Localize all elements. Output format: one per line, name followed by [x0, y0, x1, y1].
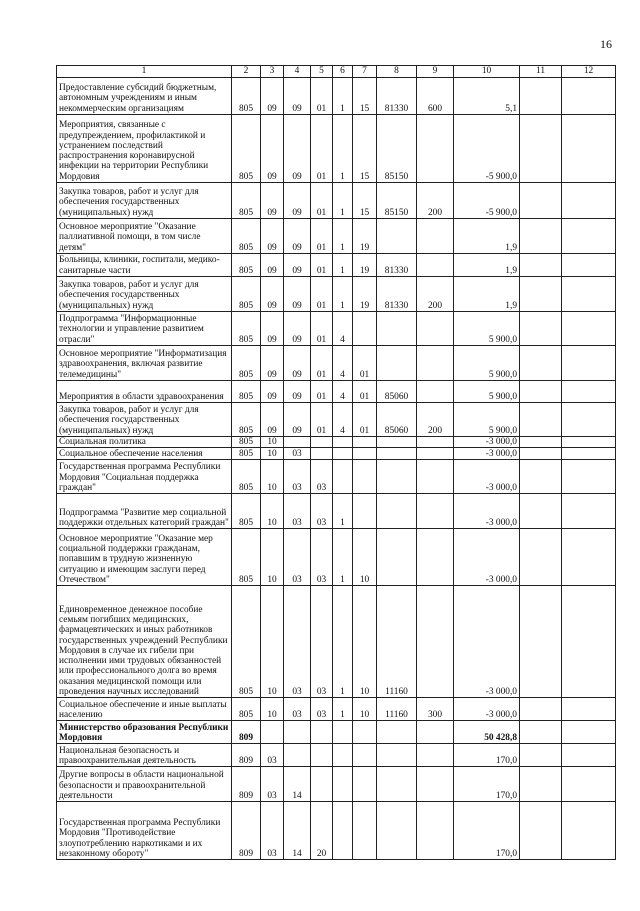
row-code-c8: 11160 — [377, 698, 417, 721]
row-amount: 1,9 — [454, 277, 520, 312]
row-code-c2: 805 — [232, 254, 261, 277]
empty-cell-11 — [520, 78, 562, 115]
empty-cell-11 — [520, 802, 562, 860]
row-code-c7 — [353, 767, 377, 802]
row-code-c2: 805 — [232, 460, 261, 494]
row-amount: -5 900,0 — [454, 183, 520, 219]
row-code-c2: 805 — [232, 78, 261, 115]
row-code-c6: 1 — [333, 115, 353, 183]
row-code-c4: 14 — [284, 802, 311, 860]
row-code-c3: 10 — [261, 698, 284, 721]
row-amount: -3 000,0 — [454, 448, 520, 460]
column-header-7: 7 — [353, 66, 377, 78]
row-code-c8 — [377, 767, 417, 802]
row-code-c6: 1 — [333, 219, 353, 254]
row-amount: -3 000,0 — [454, 529, 520, 586]
empty-cell-11 — [520, 403, 562, 437]
row-code-c9 — [417, 586, 454, 698]
empty-cell-11 — [520, 744, 562, 767]
column-header-1: 1 — [57, 66, 232, 78]
row-code-c4 — [284, 721, 311, 744]
row-code-c8: 11160 — [377, 586, 417, 698]
row-code-c7: 01 — [353, 346, 377, 381]
row-code-c6 — [333, 721, 353, 744]
row-code-c5 — [311, 744, 333, 767]
row-name: Больницы, клиники, госпитали, медико-санитарные части — [57, 254, 232, 277]
table-row — [57, 312, 616, 346]
empty-cell-11 — [520, 448, 562, 460]
row-code-c4: 14 — [284, 767, 311, 802]
row-code-c3: 09 — [261, 219, 284, 254]
row-code-c9 — [417, 744, 454, 767]
row-name: Основное мероприятие "Оказание мер социальной поддержки гражданам, попавшим в трудную жизненную ситуацию и имеющим заслуги перед Отечеством" — [57, 529, 232, 586]
empty-cell-12 — [562, 78, 616, 115]
row-code-c2: 809 — [232, 744, 261, 767]
row-code-c7 — [353, 448, 377, 460]
row-code-c7: 10 — [353, 586, 377, 698]
row-code-c5 — [311, 448, 333, 460]
row-code-c5: 03 — [311, 586, 333, 698]
row-name: Государственная программа Республики Мордовия "Противодействие злоупотреблению наркотиками и их незаконному обороту" — [57, 802, 232, 860]
row-code-c2: 805 — [232, 494, 261, 529]
row-code-c4: 03 — [284, 529, 311, 586]
row-code-c8 — [377, 494, 417, 529]
row-code-c5: 01 — [311, 78, 333, 115]
table-row — [57, 586, 616, 698]
row-code-c6: 1 — [333, 254, 353, 277]
row-code-c9 — [417, 494, 454, 529]
empty-cell-11 — [520, 460, 562, 494]
row-code-c5 — [311, 721, 333, 744]
row-name: Закупка товаров, работ и услуг для обеспечения государственных (муниципальных) нужд — [57, 403, 232, 437]
row-code-c9 — [417, 219, 454, 254]
row-code-c2: 805 — [232, 312, 261, 346]
row-code-c9: 200 — [417, 403, 454, 437]
row-code-c5: 03 — [311, 494, 333, 529]
empty-cell-11 — [520, 698, 562, 721]
row-code-c9 — [417, 254, 454, 277]
row-code-c2: 805 — [232, 448, 261, 460]
row-code-c9 — [417, 437, 454, 448]
empty-cell-11 — [520, 721, 562, 744]
row-code-c6 — [333, 767, 353, 802]
row-code-c6: 4 — [333, 346, 353, 381]
row-amount: -3 000,0 — [454, 460, 520, 494]
empty-cell-12 — [562, 448, 616, 460]
row-code-c3: 09 — [261, 346, 284, 381]
row-code-c2: 805 — [232, 586, 261, 698]
row-code-c7 — [353, 721, 377, 744]
row-code-c7: 01 — [353, 381, 377, 403]
row-code-c3: 10 — [261, 529, 284, 586]
row-code-c2: 809 — [232, 767, 261, 802]
empty-cell-12 — [562, 460, 616, 494]
empty-cell-12 — [562, 381, 616, 403]
row-code-c3: 09 — [261, 312, 284, 346]
row-code-c8: 85150 — [377, 115, 417, 183]
row-code-c2: 805 — [232, 346, 261, 381]
row-code-c6: 1 — [333, 183, 353, 219]
empty-cell-12 — [562, 494, 616, 529]
row-code-c3: 10 — [261, 448, 284, 460]
row-code-c3: 09 — [261, 381, 284, 403]
empty-cell-11 — [520, 277, 562, 312]
column-header-3: 3 — [261, 66, 284, 78]
row-code-c6: 1 — [333, 277, 353, 312]
row-code-c8: 85060 — [377, 403, 417, 437]
row-code-c7 — [353, 312, 377, 346]
row-code-c5: 01 — [311, 219, 333, 254]
empty-cell-12 — [562, 115, 616, 183]
row-code-c6 — [333, 744, 353, 767]
row-code-c7: 19 — [353, 219, 377, 254]
row-code-c4: 09 — [284, 277, 311, 312]
row-code-c9: 200 — [417, 277, 454, 312]
row-name: Социальное обеспечение населения — [57, 448, 232, 460]
row-code-c5: 03 — [311, 698, 333, 721]
row-code-c8: 85060 — [377, 381, 417, 403]
table-row — [57, 183, 616, 219]
row-code-c9 — [417, 721, 454, 744]
row-code-c9 — [417, 312, 454, 346]
row-code-c7 — [353, 437, 377, 448]
row-amount: 170,0 — [454, 744, 520, 767]
row-amount: -5 900,0 — [454, 115, 520, 183]
empty-cell-11 — [520, 312, 562, 346]
row-code-c4: 03 — [284, 698, 311, 721]
row-code-c7 — [353, 744, 377, 767]
column-header-8: 8 — [377, 66, 417, 78]
row-name: Закупка товаров, работ и услуг для обеспечения государственных (муниципальных) нужд — [57, 277, 232, 312]
row-code-c6 — [333, 460, 353, 494]
row-code-c7: 15 — [353, 183, 377, 219]
empty-cell-12 — [562, 586, 616, 698]
row-code-c5: 01 — [311, 312, 333, 346]
table-row — [57, 381, 616, 403]
row-amount: 5 900,0 — [454, 312, 520, 346]
empty-cell-12 — [562, 802, 616, 860]
row-code-c8 — [377, 744, 417, 767]
row-code-c7: 15 — [353, 115, 377, 183]
page-number: 16 — [600, 37, 612, 51]
row-code-c2: 805 — [232, 381, 261, 403]
empty-cell-12 — [562, 721, 616, 744]
row-name: Национальная безопасность и правоохранительная деятельность — [57, 744, 232, 767]
empty-cell-12 — [562, 529, 616, 586]
table-row — [57, 78, 616, 115]
row-code-c3: 09 — [261, 183, 284, 219]
row-name: Основное мероприятие "Информатизация здравоохранения, включая развитие телемедицины" — [57, 346, 232, 381]
row-code-c3: 10 — [261, 586, 284, 698]
empty-cell-11 — [520, 254, 562, 277]
row-name: Другие вопросы в области национальной безопасности и правоохранительной деятельности — [57, 767, 232, 802]
row-name: Подпрограмма "Информационные технологии и управление развитием отрасли" — [57, 312, 232, 346]
row-code-c8 — [377, 219, 417, 254]
row-code-c8 — [377, 529, 417, 586]
row-code-c4 — [284, 744, 311, 767]
row-code-c5: 01 — [311, 115, 333, 183]
table-row — [57, 721, 616, 744]
table-row — [57, 448, 616, 460]
row-code-c6: 4 — [333, 403, 353, 437]
row-code-c5 — [311, 767, 333, 802]
row-code-c3 — [261, 721, 284, 744]
empty-cell-11 — [520, 115, 562, 183]
row-code-c8 — [377, 448, 417, 460]
empty-cell-11 — [520, 346, 562, 381]
empty-cell-12 — [562, 744, 616, 767]
row-amount: 5 900,0 — [454, 403, 520, 437]
header-row — [57, 66, 616, 78]
row-code-c4: 09 — [284, 219, 311, 254]
row-code-c4: 03 — [284, 448, 311, 460]
row-code-c3: 03 — [261, 767, 284, 802]
table-row — [57, 767, 616, 802]
row-name: Мероприятия, связанные с предупреждением, профилактикой и устранением последствий распространения коронавирусной инфекции на территории Республики Мордовия — [57, 115, 232, 183]
table-row — [57, 744, 616, 767]
empty-cell-12 — [562, 312, 616, 346]
row-code-c6: 1 — [333, 529, 353, 586]
row-code-c9 — [417, 115, 454, 183]
table-row — [57, 277, 616, 312]
empty-cell-11 — [520, 183, 562, 219]
row-code-c3: 10 — [261, 437, 284, 448]
row-code-c7 — [353, 494, 377, 529]
row-code-c9 — [417, 460, 454, 494]
row-name: Социальное обеспечение и иные выплаты населению — [57, 698, 232, 721]
table-row — [57, 460, 616, 494]
row-code-c4: 09 — [284, 381, 311, 403]
row-code-c8: 81330 — [377, 254, 417, 277]
row-code-c6: 1 — [333, 698, 353, 721]
row-code-c5: 01 — [311, 403, 333, 437]
column-header-2: 2 — [232, 66, 261, 78]
row-amount: 170,0 — [454, 802, 520, 860]
row-code-c4: 03 — [284, 586, 311, 698]
row-code-c4: 09 — [284, 78, 311, 115]
row-code-c5: 20 — [311, 802, 333, 860]
row-code-c4: 09 — [284, 312, 311, 346]
empty-cell-11 — [520, 586, 562, 698]
row-code-c3: 09 — [261, 254, 284, 277]
row-code-c9: 300 — [417, 698, 454, 721]
row-code-c2: 809 — [232, 802, 261, 860]
row-code-c3: 09 — [261, 115, 284, 183]
row-code-c7 — [353, 802, 377, 860]
column-header-11: 11 — [520, 66, 562, 78]
row-code-c8 — [377, 721, 417, 744]
row-code-c8: 85150 — [377, 183, 417, 219]
row-code-c4: 09 — [284, 115, 311, 183]
row-code-c2: 805 — [232, 529, 261, 586]
row-code-c3: 03 — [261, 802, 284, 860]
row-code-c8 — [377, 802, 417, 860]
row-name: Предоставление субсидий бюджетным, автономным учреждениям и иным некоммерческим организациям — [57, 78, 232, 115]
row-amount: -3 000,0 — [454, 437, 520, 448]
row-code-c6 — [333, 448, 353, 460]
table-row — [57, 219, 616, 254]
row-code-c6: 1 — [333, 78, 353, 115]
row-code-c2: 805 — [232, 219, 261, 254]
row-code-c5: 01 — [311, 254, 333, 277]
empty-cell-11 — [520, 437, 562, 448]
row-code-c8 — [377, 460, 417, 494]
row-amount: -3 000,0 — [454, 698, 520, 721]
empty-cell-11 — [520, 494, 562, 529]
row-code-c6 — [333, 802, 353, 860]
row-code-c4: 03 — [284, 460, 311, 494]
row-code-c6: 4 — [333, 312, 353, 346]
row-amount: 1,9 — [454, 254, 520, 277]
row-name: Социальная политика — [57, 437, 232, 448]
row-code-c5: 03 — [311, 460, 333, 494]
empty-cell-12 — [562, 254, 616, 277]
row-code-c8: 81330 — [377, 277, 417, 312]
column-header-9: 9 — [417, 66, 454, 78]
row-name: Министерство образования Республики Мордовия — [57, 721, 232, 744]
row-code-c8: 81330 — [377, 78, 417, 115]
row-code-c7: 19 — [353, 277, 377, 312]
row-code-c4: 09 — [284, 254, 311, 277]
row-code-c6 — [333, 437, 353, 448]
empty-cell-12 — [562, 183, 616, 219]
row-code-c9 — [417, 802, 454, 860]
empty-cell-12 — [562, 437, 616, 448]
table-row — [57, 254, 616, 277]
row-name: Основное мероприятие "Оказание паллиативной помощи, в том числе детям" — [57, 219, 232, 254]
row-code-c3: 09 — [261, 78, 284, 115]
empty-cell-11 — [520, 529, 562, 586]
row-code-c6: 1 — [333, 586, 353, 698]
row-code-c7: 01 — [353, 403, 377, 437]
table-row — [57, 529, 616, 586]
empty-cell-12 — [562, 403, 616, 437]
row-amount: -3 000,0 — [454, 586, 520, 698]
budget-table — [56, 65, 616, 860]
row-code-c2: 805 — [232, 183, 261, 219]
row-amount: 50 428,8 — [454, 721, 520, 744]
row-amount: 5 900,0 — [454, 381, 520, 403]
row-code-c9 — [417, 767, 454, 802]
row-code-c9 — [417, 529, 454, 586]
table-row — [57, 437, 616, 448]
empty-cell-12 — [562, 767, 616, 802]
row-code-c9 — [417, 346, 454, 381]
row-name: Единовременное денежное пособие семьям погибших медицинских, фармацевтических и иных работников государственных учреждений Республики Мордовия в случае их гибели при исполнении ими трудовых обязанностей или профессионального долга во время оказания медицинской помощи или проведения научных исследований — [57, 586, 232, 698]
row-code-c2: 805 — [232, 277, 261, 312]
row-code-c7: 15 — [353, 78, 377, 115]
row-code-c4: 03 — [284, 494, 311, 529]
row-code-c7: 10 — [353, 698, 377, 721]
row-code-c5: 01 — [311, 346, 333, 381]
row-code-c5: 01 — [311, 183, 333, 219]
column-header-4: 4 — [284, 66, 311, 78]
column-header-6: 6 — [333, 66, 353, 78]
column-header-5: 5 — [311, 66, 333, 78]
row-code-c2: 809 — [232, 721, 261, 744]
row-code-c7 — [353, 460, 377, 494]
row-code-c8 — [377, 346, 417, 381]
row-code-c5 — [311, 437, 333, 448]
table-row — [57, 346, 616, 381]
row-code-c2: 805 — [232, 115, 261, 183]
row-code-c8 — [377, 312, 417, 346]
row-amount: 5,1 — [454, 78, 520, 115]
row-code-c4: 09 — [284, 183, 311, 219]
column-header-10: 10 — [454, 66, 520, 78]
row-code-c9: 200 — [417, 183, 454, 219]
row-amount: -3 000,0 — [454, 494, 520, 529]
row-code-c5: 01 — [311, 277, 333, 312]
row-code-c4 — [284, 437, 311, 448]
row-code-c3: 03 — [261, 744, 284, 767]
row-code-c9 — [417, 381, 454, 403]
row-amount: 5 900,0 — [454, 346, 520, 381]
empty-cell-12 — [562, 219, 616, 254]
row-name: Закупка товаров, работ и услуг для обеспечения государственных (муниципальных) нужд — [57, 183, 232, 219]
row-code-c6: 1 — [333, 494, 353, 529]
row-amount: 170,0 — [454, 767, 520, 802]
empty-cell-11 — [520, 381, 562, 403]
row-code-c4: 09 — [284, 346, 311, 381]
empty-cell-11 — [520, 219, 562, 254]
row-code-c7: 19 — [353, 254, 377, 277]
table-row — [57, 494, 616, 529]
table-row — [57, 403, 616, 437]
empty-cell-12 — [562, 346, 616, 381]
row-code-c5: 03 — [311, 529, 333, 586]
column-header-12: 12 — [562, 66, 616, 78]
empty-cell-11 — [520, 767, 562, 802]
row-code-c6: 4 — [333, 381, 353, 403]
empty-cell-12 — [562, 698, 616, 721]
row-code-c7: 10 — [353, 529, 377, 586]
table-row — [57, 802, 616, 860]
row-amount: 1,9 — [454, 219, 520, 254]
row-code-c2: 805 — [232, 403, 261, 437]
empty-cell-12 — [562, 277, 616, 312]
row-code-c3: 09 — [261, 277, 284, 312]
row-code-c3: 10 — [261, 460, 284, 494]
row-code-c2: 805 — [232, 437, 261, 448]
table-row — [57, 698, 616, 721]
row-code-c5: 01 — [311, 381, 333, 403]
row-code-c8 — [377, 437, 417, 448]
row-code-c2: 805 — [232, 698, 261, 721]
row-code-c4: 09 — [284, 403, 311, 437]
table-row — [57, 115, 616, 183]
row-code-c3: 09 — [261, 403, 284, 437]
row-name: Подпрограмма "Развитие мер социальной поддержки отдельных категорий граждан" — [57, 494, 232, 529]
row-code-c9: 600 — [417, 78, 454, 115]
row-name: Мероприятия в области здравоохранения — [57, 381, 232, 403]
row-name: Государственная программа Республики Мордовия "Социальная поддержка граждан" — [57, 460, 232, 494]
row-code-c3: 10 — [261, 494, 284, 529]
row-code-c9 — [417, 448, 454, 460]
